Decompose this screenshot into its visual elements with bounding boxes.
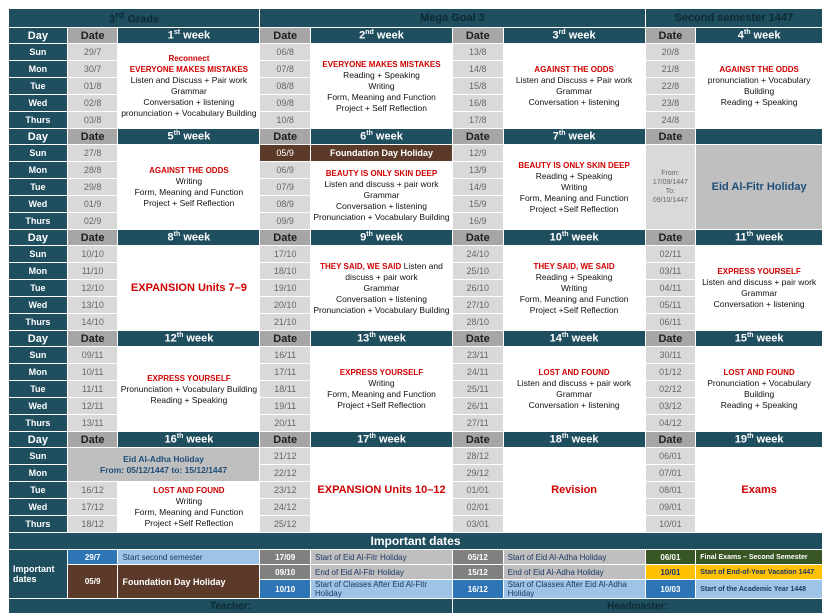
date-cell: 02/12 bbox=[645, 381, 696, 398]
day-label: Thurs bbox=[9, 314, 68, 331]
week-content: LOST AND FOUND Listen and discuss + pair work Grammar Conversation + listening bbox=[503, 347, 645, 432]
day-label: Tue bbox=[9, 381, 68, 398]
day-label: Sun bbox=[9, 347, 68, 364]
date-cell: 06/11 bbox=[645, 314, 696, 331]
day-header: Day bbox=[9, 129, 68, 145]
day-label: Tue bbox=[9, 78, 68, 95]
week-header: 1st week bbox=[118, 28, 260, 44]
eid-adha-holiday: Eid Al-Adha Holiday From: 05/12/1447 to: 15/12/1447 bbox=[67, 448, 260, 482]
date-cell: 16/8 bbox=[452, 95, 503, 112]
weekly-plan-table bbox=[8, 8, 823, 614]
date-header: Date bbox=[260, 129, 311, 145]
date-cell: 06/01 bbox=[645, 448, 696, 465]
date-cell: 23/11 bbox=[452, 347, 503, 364]
important-event: Start second semester bbox=[118, 550, 260, 565]
important-date: 10/10 bbox=[260, 580, 311, 599]
important-date: 05/12 bbox=[452, 550, 503, 565]
important-dates-title: Important dates bbox=[9, 533, 823, 550]
week-header: 12th week bbox=[118, 331, 260, 347]
week-header: 15th week bbox=[696, 331, 823, 347]
date-cell: 05/11 bbox=[645, 297, 696, 314]
date-cell: 14/9 bbox=[452, 179, 503, 196]
week-header: 13th week bbox=[311, 331, 453, 347]
date-cell: 21/12 bbox=[260, 448, 311, 465]
day-label: Sun bbox=[9, 448, 68, 465]
date-cell: 14/10 bbox=[67, 314, 118, 331]
day-label: Thurs bbox=[9, 415, 68, 432]
important-date: 17/09 bbox=[260, 550, 311, 565]
week-content: BEAUTY IS ONLY SKIN DEEP Reading + Speaking Writing Form, Meaning and Function Project +Self Reflection bbox=[503, 145, 645, 230]
date-cell: 09/9 bbox=[260, 213, 311, 230]
day-label: Tue bbox=[9, 280, 68, 297]
date-cell: 06/8 bbox=[260, 44, 311, 61]
date-cell: 26/11 bbox=[452, 398, 503, 415]
date-cell: 15/8 bbox=[452, 78, 503, 95]
date-cell: 12/11 bbox=[67, 398, 118, 415]
date-cell: 13/8 bbox=[452, 44, 503, 61]
date-cell: 18/12 bbox=[67, 516, 118, 533]
date-cell: 03/11 bbox=[645, 263, 696, 280]
day-label: Mon bbox=[9, 364, 68, 381]
important-event: Final Exams – Second Semester bbox=[696, 550, 823, 565]
date-cell: 10/01 bbox=[645, 516, 696, 533]
day-label: Wed bbox=[9, 196, 68, 213]
date-cell: 29/7 bbox=[67, 44, 118, 61]
date-cell: 22/8 bbox=[645, 78, 696, 95]
date-cell: 28/12 bbox=[452, 448, 503, 465]
date-cell: 20/8 bbox=[645, 44, 696, 61]
date-cell: 21/8 bbox=[645, 61, 696, 78]
day-label: Thurs bbox=[9, 516, 68, 533]
date-cell: 07/9 bbox=[260, 179, 311, 196]
day-label: Thurs bbox=[9, 213, 68, 230]
day-label: Sun bbox=[9, 246, 68, 263]
headmaster-signature: Headmaster: bbox=[452, 599, 822, 614]
date-cell: 01/9 bbox=[67, 196, 118, 213]
date-cell: 12/10 bbox=[67, 280, 118, 297]
date-header: Date bbox=[645, 331, 696, 347]
important-event: Start of Eid Al-Adha Holiday bbox=[503, 550, 645, 565]
week-content: EXPRESS YOURSELF Listen and discuss + pair work Grammar Conversation + listening bbox=[696, 246, 823, 331]
date-header: Date bbox=[67, 331, 118, 347]
date-header: Date bbox=[260, 230, 311, 246]
day-header: Day bbox=[9, 432, 68, 448]
week-content: BEAUTY IS ONLY SKIN DEEP Listen and discuss + pair work Grammar Conversation + listening Pronunciation + Vocabulary Building bbox=[311, 162, 453, 230]
date-cell: 24/12 bbox=[260, 499, 311, 516]
important-dates-label: Important dates bbox=[9, 550, 68, 599]
week-header: 17th week bbox=[311, 432, 453, 448]
date-cell: 09/01 bbox=[645, 499, 696, 516]
date-cell: 29/8 bbox=[67, 179, 118, 196]
week-header bbox=[696, 129, 823, 145]
date-cell: 08/8 bbox=[260, 78, 311, 95]
day-label: Wed bbox=[9, 499, 68, 516]
day-label: Tue bbox=[9, 482, 68, 499]
day-label: Mon bbox=[9, 61, 68, 78]
important-event: Start of Classes After Eid Al-Adha Holiday bbox=[503, 580, 645, 599]
date-cell: 07/01 bbox=[645, 465, 696, 482]
date-cell: 02/9 bbox=[67, 213, 118, 230]
date-cell: 27/10 bbox=[452, 297, 503, 314]
date-header: Date bbox=[260, 331, 311, 347]
date-header: Date bbox=[260, 432, 311, 448]
week-header: 9th week bbox=[311, 230, 453, 246]
day-label: Sun bbox=[9, 145, 68, 162]
day-label: Sun bbox=[9, 44, 68, 61]
important-date: 16/12 bbox=[452, 580, 503, 599]
date-cell: 18/10 bbox=[260, 263, 311, 280]
school-plan-sheet bbox=[8, 8, 823, 612]
date-cell: 01/01 bbox=[452, 482, 503, 499]
important-event: End of Eid Al-Fitr Holiday bbox=[311, 565, 453, 580]
date-header: Date bbox=[452, 432, 503, 448]
important-event: Foundation Day Holiday bbox=[118, 565, 260, 599]
week-content: AGAINST THE ODDS Listen and Discuss + Pair work Grammar Conversation + listening bbox=[503, 44, 645, 129]
date-cell: 30/11 bbox=[645, 347, 696, 364]
date-cell: 25/10 bbox=[452, 263, 503, 280]
date-cell: 19/11 bbox=[260, 398, 311, 415]
date-cell: 24/8 bbox=[645, 112, 696, 129]
date-header: Date bbox=[452, 28, 503, 44]
date-cell: 17/12 bbox=[67, 499, 118, 516]
date-cell: 07/8 bbox=[260, 61, 311, 78]
important-date: 06/01 bbox=[645, 550, 696, 565]
date-cell: 27/11 bbox=[452, 415, 503, 432]
important-date: 29/7 bbox=[67, 550, 118, 565]
date-header: Date bbox=[67, 28, 118, 44]
date-cell: 11/10 bbox=[67, 263, 118, 280]
important-event: Start of End-of-Year Vacation 1447 bbox=[696, 565, 823, 580]
date-cell: 09/8 bbox=[260, 95, 311, 112]
important-event: Start of Classes After Eid Al-Fitr Holiday bbox=[311, 580, 453, 599]
date-header: Date bbox=[645, 230, 696, 246]
week-content: EXPRESS YOURSELF Pronunciation + Vocabulary Building Reading + Speaking bbox=[118, 347, 260, 432]
date-cell: 13/9 bbox=[452, 162, 503, 179]
day-header: Day bbox=[9, 230, 68, 246]
date-cell: 17/8 bbox=[452, 112, 503, 129]
grade-title: 3rd Grade bbox=[9, 9, 260, 28]
day-label: Wed bbox=[9, 297, 68, 314]
week-content: THEY SAID, WE SAID Reading + Speaking Writing Form, Meaning and Function Project +Self Reflection bbox=[503, 246, 645, 331]
date-cell: 23/8 bbox=[645, 95, 696, 112]
date-cell: 27/8 bbox=[67, 145, 118, 162]
week-header: 11th week bbox=[696, 230, 823, 246]
date-cell: 06/9 bbox=[260, 162, 311, 179]
week-content: EXPANSION Units 10–12 bbox=[311, 448, 453, 533]
date-cell: 09/11 bbox=[67, 347, 118, 364]
date-cell: 17/10 bbox=[260, 246, 311, 263]
date-header: Date bbox=[645, 432, 696, 448]
week-content: Exams bbox=[696, 448, 823, 533]
date-cell: 05/9 bbox=[260, 145, 311, 162]
date-cell: 03/01 bbox=[452, 516, 503, 533]
date-cell: 10/8 bbox=[260, 112, 311, 129]
date-cell: 20/11 bbox=[260, 415, 311, 432]
semester-title: Second semester 1447 bbox=[645, 9, 822, 28]
date-header: Date bbox=[260, 28, 311, 44]
date-cell: 25/12 bbox=[260, 516, 311, 533]
important-date: 15/12 bbox=[452, 565, 503, 580]
date-cell: 23/12 bbox=[260, 482, 311, 499]
date-cell: 25/11 bbox=[452, 381, 503, 398]
week-content: LOST AND FOUND Pronunciation + Vocabulary Building Reading + Speaking bbox=[696, 347, 823, 432]
important-date: 09/10 bbox=[260, 565, 311, 580]
date-cell: 16/11 bbox=[260, 347, 311, 364]
eid-fitr-holiday: Eid Al-Fitr Holiday bbox=[696, 145, 823, 230]
date-cell: 01/8 bbox=[67, 78, 118, 95]
important-date: 10/03 bbox=[645, 580, 696, 599]
week-content: Revision bbox=[503, 448, 645, 533]
week-header: 3rd week bbox=[503, 28, 645, 44]
date-cell: 17/11 bbox=[260, 364, 311, 381]
date-cell: 20/10 bbox=[260, 297, 311, 314]
date-cell: 11/11 bbox=[67, 381, 118, 398]
date-cell: 19/10 bbox=[260, 280, 311, 297]
date-header: Date bbox=[645, 129, 696, 145]
date-cell: 18/11 bbox=[260, 381, 311, 398]
week-header: 19th week bbox=[696, 432, 823, 448]
date-cell: 24/10 bbox=[452, 246, 503, 263]
week-header: 5th week bbox=[118, 129, 260, 145]
day-label: Wed bbox=[9, 95, 68, 112]
important-date: 10/01 bbox=[645, 565, 696, 580]
week-header: 7th week bbox=[503, 129, 645, 145]
date-cell: 10/11 bbox=[67, 364, 118, 381]
week-header: 18th week bbox=[503, 432, 645, 448]
week-header: 8th week bbox=[118, 230, 260, 246]
foundation-day-cell: Foundation Day Holiday bbox=[311, 145, 453, 162]
date-cell: 28/8 bbox=[67, 162, 118, 179]
date-cell: 08/9 bbox=[260, 196, 311, 213]
date-cell: 22/12 bbox=[260, 465, 311, 482]
week-header: 2nd week bbox=[311, 28, 453, 44]
week-content: EXPANSION Units 7–9 bbox=[118, 246, 260, 331]
week-header: 16th week bbox=[118, 432, 260, 448]
date-cell: 28/10 bbox=[452, 314, 503, 331]
date-cell: 03/8 bbox=[67, 112, 118, 129]
date-cell: 02/8 bbox=[67, 95, 118, 112]
week-header: 4th week bbox=[696, 28, 823, 44]
date-cell: 16/12 bbox=[67, 482, 118, 499]
day-label: Tue bbox=[9, 179, 68, 196]
week-content: Reconnect EVERYONE MAKES MISTAKES Listen and Discuss + Pair work Grammar Conversation + listening pronunciation + Vocabulary Building bbox=[118, 44, 260, 129]
date-cell: 12/9 bbox=[452, 145, 503, 162]
important-event: End of Eid Al-Adha Holiday bbox=[503, 565, 645, 580]
date-header: Date bbox=[645, 28, 696, 44]
day-label: Mon bbox=[9, 263, 68, 280]
date-header: Date bbox=[452, 230, 503, 246]
important-event: Start of Eid Al-Fitr Holiday bbox=[311, 550, 453, 565]
week-header: 6th week bbox=[311, 129, 453, 145]
date-cell: 29/12 bbox=[452, 465, 503, 482]
date-cell: 26/10 bbox=[452, 280, 503, 297]
date-cell: 24/11 bbox=[452, 364, 503, 381]
date-cell: 02/11 bbox=[645, 246, 696, 263]
important-event: Start of the Academic Year 1448 bbox=[696, 580, 823, 599]
book-title: Mega Goal 3 bbox=[260, 9, 645, 28]
date-header: Date bbox=[67, 432, 118, 448]
date-header: Date bbox=[67, 129, 118, 145]
date-cell: 04/12 bbox=[645, 415, 696, 432]
date-cell: 14/8 bbox=[452, 61, 503, 78]
date-cell: 04/11 bbox=[645, 280, 696, 297]
day-label: Wed bbox=[9, 398, 68, 415]
teacher-signature: Teacher: bbox=[9, 599, 453, 614]
date-header: Date bbox=[452, 129, 503, 145]
week-content: EXPRESS YOURSELF Writing Form, Meaning and Function Project +Self Reflection bbox=[311, 347, 453, 432]
date-cell: 13/11 bbox=[67, 415, 118, 432]
important-date: 05/9 bbox=[67, 565, 118, 599]
day-label: Thurs bbox=[9, 112, 68, 129]
date-cell: 21/10 bbox=[260, 314, 311, 331]
date-cell: 10/10 bbox=[67, 246, 118, 263]
day-header: Day bbox=[9, 331, 68, 347]
day-label: Mon bbox=[9, 465, 68, 482]
date-cell: 02/01 bbox=[452, 499, 503, 516]
week-content: AGAINST THE ODDS pronunciation + Vocabulary Building Reading + Speaking bbox=[696, 44, 823, 129]
date-cell: 03/12 bbox=[645, 398, 696, 415]
week-content: EVERYONE MAKES MISTAKES Reading + Speaking Writing Form, Meaning and Function Project + Self Reflection bbox=[311, 44, 453, 129]
date-cell: 30/7 bbox=[67, 61, 118, 78]
date-header: Date bbox=[67, 230, 118, 246]
date-cell: 13/10 bbox=[67, 297, 118, 314]
week-header: 14th week bbox=[503, 331, 645, 347]
week-content: THEY SAID, WE SAID Listen and discuss + pair work Grammar Conversation + listening Pronunciation + Vocabulary Building bbox=[311, 246, 453, 331]
date-cell: 15/9 bbox=[452, 196, 503, 213]
week-content: LOST AND FOUND Writing Form, Meaning and Function Project +Self Reflection bbox=[118, 482, 260, 533]
date-cell: 01/12 bbox=[645, 364, 696, 381]
date-cell: 16/9 bbox=[452, 213, 503, 230]
date-header: Date bbox=[452, 331, 503, 347]
week-header: 10th week bbox=[503, 230, 645, 246]
date-cell: 08/01 bbox=[645, 482, 696, 499]
day-label: Mon bbox=[9, 162, 68, 179]
day-header: Day bbox=[9, 28, 68, 44]
eid-fitr-range: From: 17/09/1447 To: 09/10/1447 bbox=[645, 145, 696, 230]
week-content: AGAINST THE ODDS Writing Form, Meaning and Function Project + Self Reflection bbox=[118, 145, 260, 230]
